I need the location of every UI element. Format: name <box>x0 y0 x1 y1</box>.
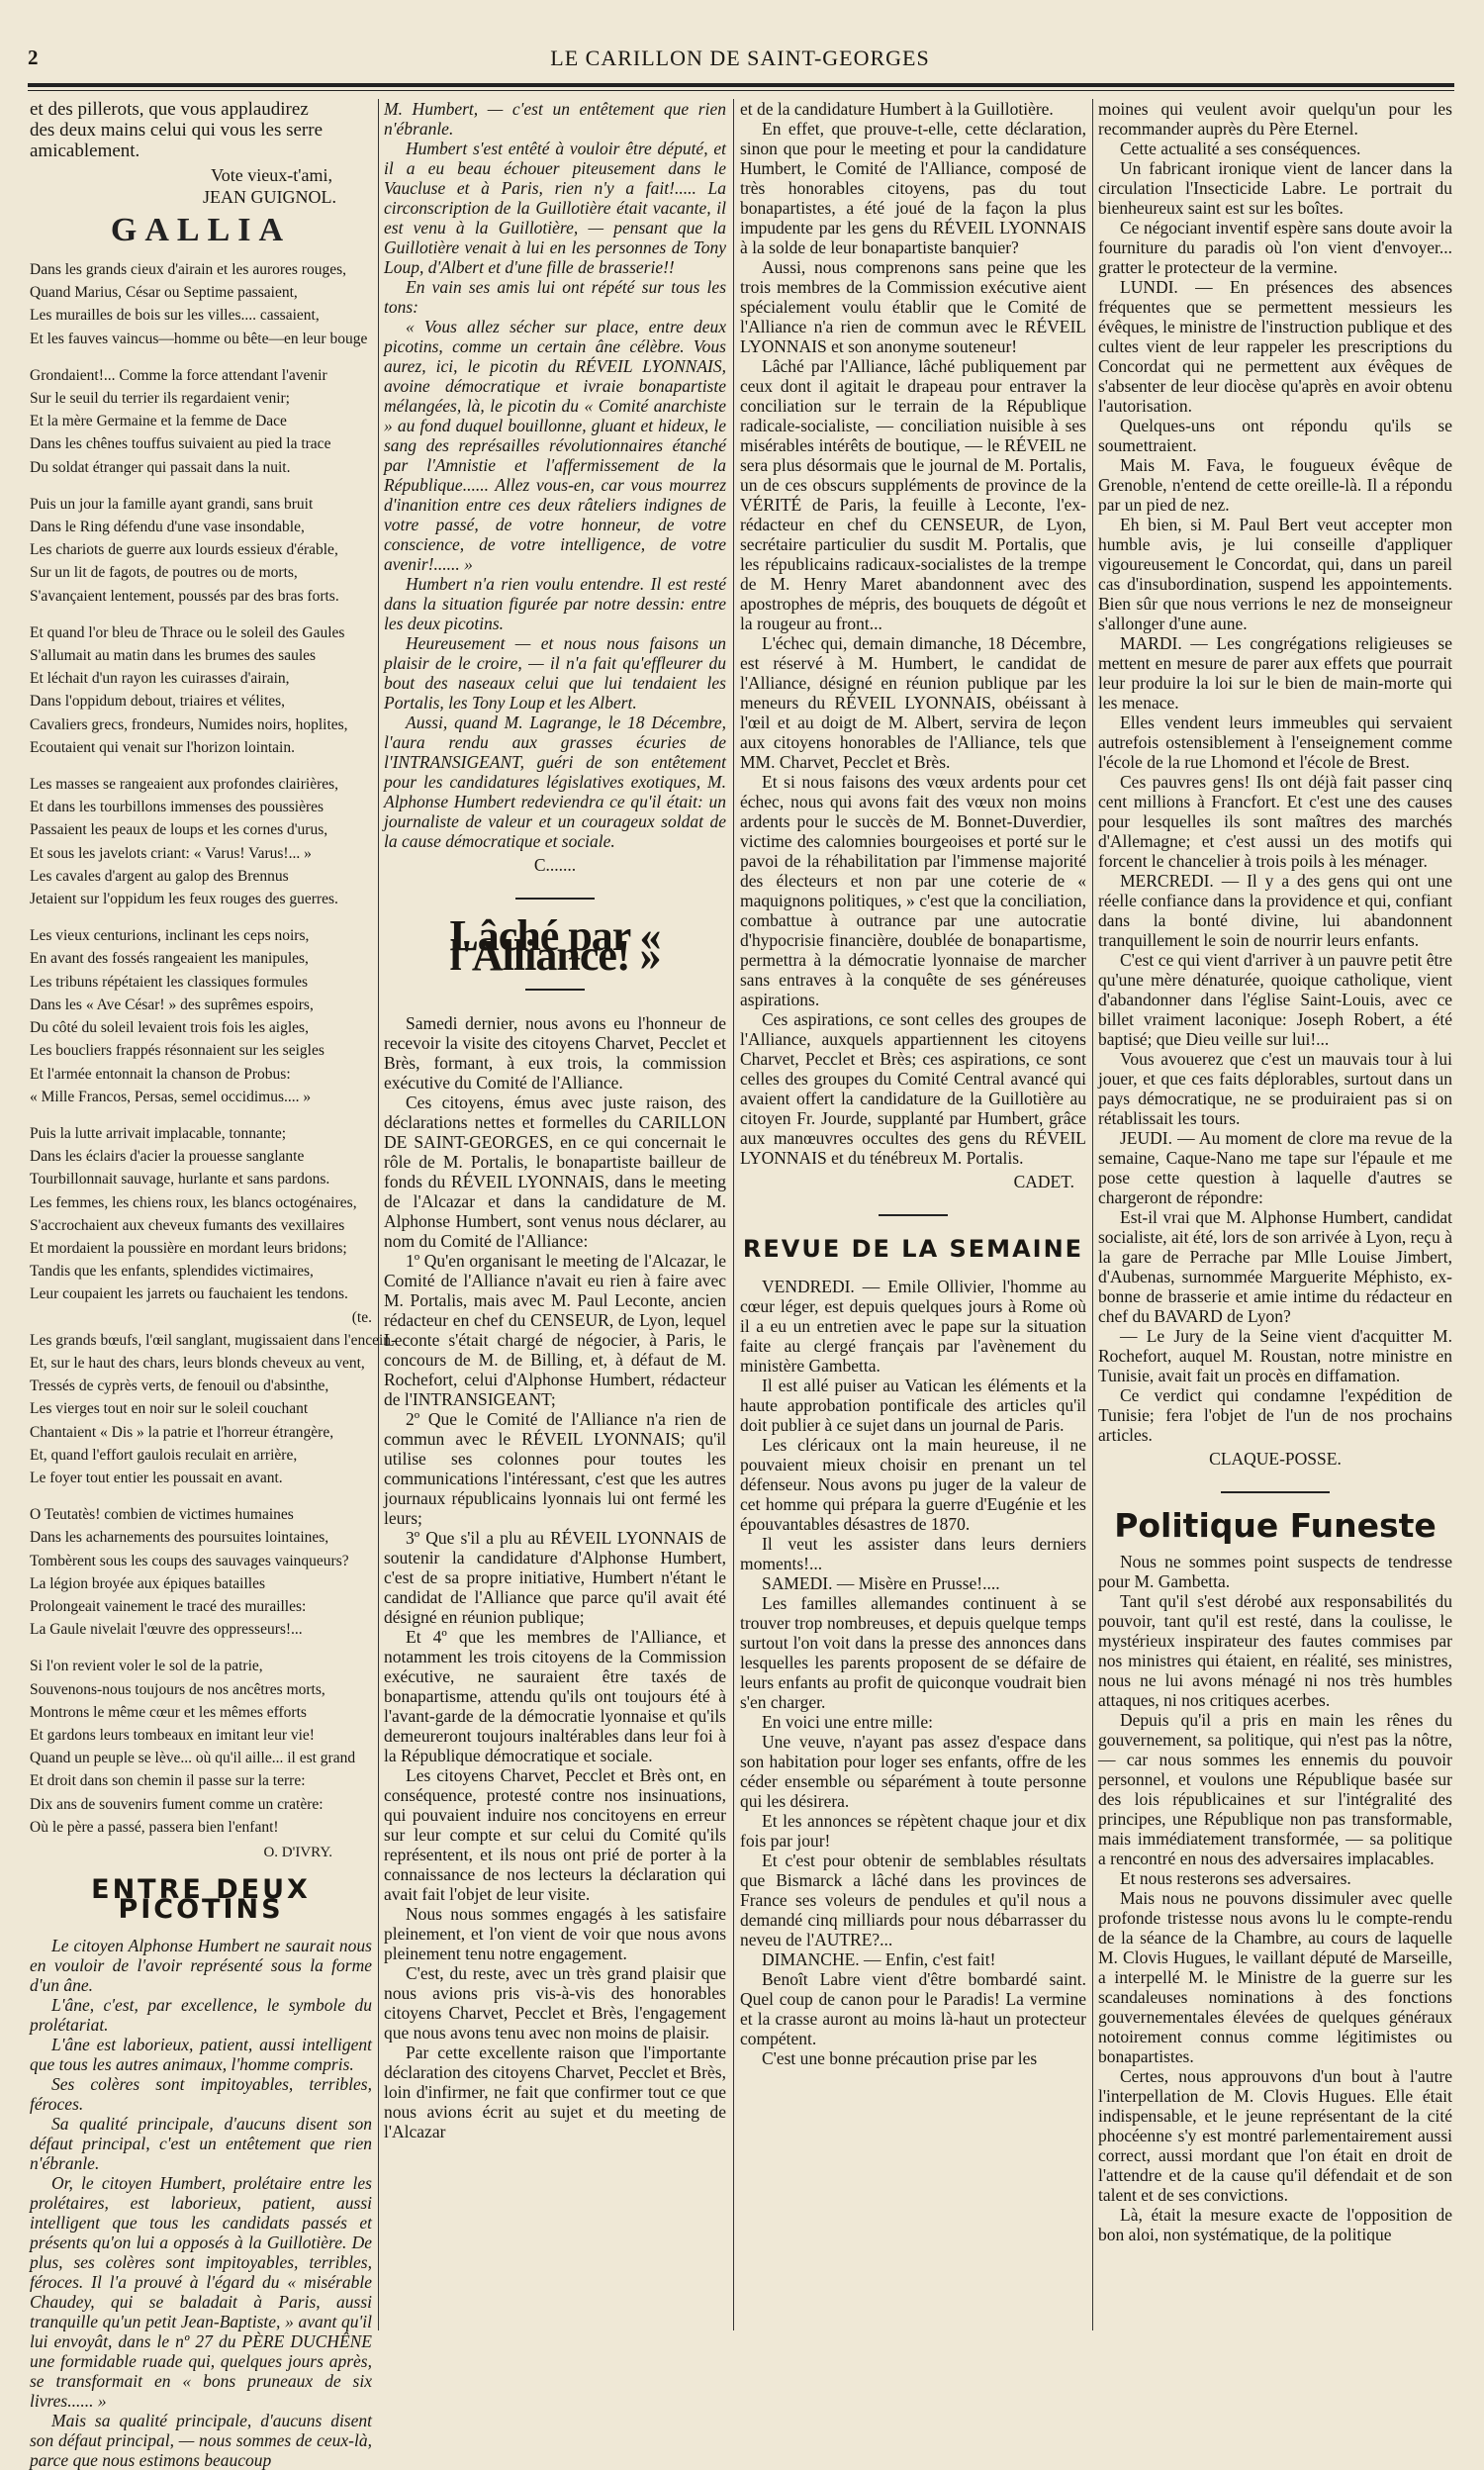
poem-line: Et l'armée entonnait la chanson de Probus: <box>30 1065 291 1083</box>
poem-line: Passaient les peaux de loups et les cornes d'urus, <box>30 821 328 839</box>
poem-line: Du soldat étranger qui passait dans la nuit. <box>30 458 291 476</box>
paragraph: Les cléricaux ont la main heureuse, il ne pouvaient mieux choisir en prenant un tel défenseur. Nous avons pu juger de la valeur de cet homme qui prépara la guerre d'Eugénie et les épouvantables désastres de 1870. <box>740 1435 1086 1534</box>
politique-article <box>1098 1552 1452 2244</box>
paragraph: Mais M. Fava, le fougueux évêque de Grenoble, n'entend de cette oreille-là. Il a répondu par un pied de nez. <box>1098 455 1452 515</box>
poem-line: Et gardons leurs tombeaux en imitant leur vie! <box>30 1726 315 1744</box>
column-3 <box>740 99 1086 2330</box>
column-1 <box>30 99 397 2470</box>
paragraph: Il est allé puiser au Vatican les éléments et la haute approbation pontificale des articles qu'il doit publier à ce sujet dans un journal de Paris. <box>740 1376 1086 1435</box>
poem-line: Dans les chênes touffus suivaient au pied la trace <box>30 435 331 453</box>
lache-article-continued <box>740 99 1086 1168</box>
paragraph: LUNDI. — En présences des absences fréquentes que se permettent messieurs les évêques, le ministre de l'instruction publique et des cultes vient de leur rappeler les prescriptions du Concordat qui ne permettent aux évêques de s'absenter de leur diocèse qu'après en avoir obtenu l'autorisation. <box>1098 277 1452 416</box>
paragraph: Nous ne sommes point suspects de tendresse pour M. Gambetta. <box>1098 1552 1452 1591</box>
signature: JEAN GUIGNOL. <box>203 187 336 207</box>
poem-line: Tourbillonnait sauvage, hurlante et sans pardons. <box>30 1171 330 1188</box>
revue-article <box>740 1277 1086 2068</box>
poem-line: Souvenons-nous toujours de nos ancêtres morts, <box>30 1680 325 1698</box>
poem-line: La Gaule nivelait l'œuvre des oppresseurs!... <box>30 1621 303 1639</box>
paragraph: C'est une bonne précaution prise par les <box>762 2048 1038 2068</box>
poem-signature: O. D'IVRY. <box>263 1845 332 1860</box>
poem-line: Chantaient « Dis » la patrie et l'horreur étrangère, <box>30 1423 334 1441</box>
paragraph: JEUDI. — Au moment de clore ma revue de la semaine, Caque-Nano me tape sur l'épaule et me pose cette question à laquelle d'autres se chargeront de répondre: <box>1098 1128 1452 1207</box>
poem-line: Et, quand l'effort gaulois reculait en arrière, <box>30 1446 298 1464</box>
paragraph: moines qui veulent avoir quelqu'un pour les recommander auprès du Père Eternel. <box>1098 99 1452 139</box>
paragraph: Sa qualité principale, d'aucuns disent son défaut principal, c'est un entêtement que rien n'ébranle. <box>30 2114 372 2173</box>
poem-line: Les boucliers frappés résonnaient sur les seigles <box>30 1042 325 1060</box>
paragraph: Les citoyens Charvet, Pecclet et Brès ont, en conséquence, protesté contre nos insinuations, qui pouvaient induire nos concitoyens en erreur sur leur compte et sur celui du Comité qu'ils représentent, et ils nous ont prié de porter à la connaissance de nos lecteurs la déclaration qui avait fait l'objet de leur visite. <box>384 1765 726 1904</box>
picotins-article <box>30 1936 372 2470</box>
paragraph: Humbert n'a rien voulu entendre. Il est resté dans la situation figurée par notre dessin: entre les deux picotins. <box>384 574 726 633</box>
paragraph: Or, le citoyen Humbert, prolétaire entre les prolétaires, est laborieux, patient, aussi intelligent que tous les candidats passés et présents qu'on lui a opposés à la Guillotière. De plus, ses colères sont impitoyables, terribles, féroces. Il l'a prouvé à l'égard du « misérable Chaudey, qui se baladait à Paris, aussi tranquille qu'un petit Jean-Baptiste, » avant qu'il lui envoyât, dans le nº 27 du PÈRE DUCHÊNE une formidable ruade qui, quelques jours après, se transformait en « bons pruneaux de six livres...... » <box>30 2173 372 2411</box>
poem-line: Prolongeait vainement le tracé des murailles: <box>30 1597 307 1615</box>
stanza-break <box>30 1108 372 1122</box>
page-number: 2 <box>28 46 39 69</box>
poem-line: Dans le Ring défendu d'une vase insondable, <box>30 519 305 536</box>
stanza-break <box>30 350 372 364</box>
poem-line: Dans les « Ave César! » des suprêmes espoirs, <box>30 996 314 1013</box>
column-divider <box>1092 99 1093 2330</box>
paragraph: Samedi dernier, nous avons eu l'honneur de recevoir la visite des citoyens Charvet, Pecclet et Brès, formant, à eux trois, la commission exécutive du Comité de l'Alliance. <box>384 1013 726 1092</box>
paragraph: MARDI. — Les congrégations religieuses se mettent en mesure de parer aux effets que pourrait leur produire la loi sur le bien de main-morte qui les menace. <box>1098 633 1452 712</box>
ornament-rule <box>1098 1482 1452 1502</box>
poem-line: Et dans les tourbillons immenses des poussières <box>30 799 325 816</box>
paragraph: C'est ce qui vient d'arriver à un pauvre petit être qu'une mère dénaturée, quoique catholique, vient d'abandonner dans l'église Saint-Louis, avec ce billet vraiment laconique: Joseph Robert, a été baptisé; que Dieu veille sur lui!... <box>1098 950 1452 1049</box>
politique-title: Politique Funeste <box>1114 1506 1437 1545</box>
paragraph: En effet, que prouve-t-elle, cette déclaration, sinon que pour le meeting et pour la candidature Humbert, le Comité de l'Alliance, composé de très honorables citoyens, pas du tout bonapartistes, a été joué de la façon la plus impudente par les gens du RÉVEIL LYONNAIS à la solde de leur bonapartiste banquier? <box>740 119 1086 257</box>
poem-line: Les masses se rangeaient aux profondes clairières, <box>30 776 339 794</box>
ornament-rule <box>740 1205 1086 1225</box>
paragraph: Et c'est pour obtenir de semblables résultats que Bismarck a lâché dans les provinces de France ses voleurs de pendules et qu'il nous a demandé cinq milliards pour nous débarrasser du neveu de l'AUTRE?... <box>740 1851 1086 1949</box>
poem-line: Les grands bœufs, l'œil sanglant, mugissaient dans l'encein- <box>30 1331 397 1349</box>
poem-line: Cavaliers grecs, frondeurs, Numides noirs, hoplites, <box>30 715 348 733</box>
paragraph: L'âne est laborieux, patient, aussi intelligent que tous les autres animaux, l'homme compris. <box>30 2035 372 2074</box>
poem-line: Dans l'oppidum debout, triaires et vélites, <box>30 693 286 711</box>
paragraph: Par cette excellente raison que l'importante déclaration des citoyens Charvet, Pecclet et Brès, loin d'infirmer, ne fait que confirmer tout ce que nous avions écrit au sujet et du meeting de l'Alcazar <box>384 2042 726 2141</box>
poem-line: Et droit dans son chemin il passe sur la terre: <box>30 1772 306 1790</box>
paragraph: Là, était la mesure exacte de l'opposition de bon aloi, non systématique, de la politique <box>1098 2205 1452 2244</box>
paragraph: Ce verdict qui condamne l'expédition de Tunisie; fera l'objet de l'un de nos prochains articles. <box>1098 1385 1452 1445</box>
poem-line: S'allumait au matin dans les brumes des saules <box>30 647 317 665</box>
paragraph: Certes, nous approuvons d'un bout à l'autre l'interpellation de M. Clovis Hugues. Elle était indispensable, et le jeune représentant de la cité phocéenne s'y est montré parlementairement aussi correct, aussi mordant que l'on était en droit de l'attendre et de la cause qu'il défendait et de son talent et de ses convictions. <box>1098 2066 1452 2205</box>
poem-line: Sur un lit de fagots, de poutres ou de morts, <box>30 564 298 582</box>
paragraph: Un fabricant ironique vient de lancer dans la circulation l'Insecticide Labre. Le portrait du bienheureux saint est sur les boîtes. <box>1098 158 1452 218</box>
poem-line: Les tribuns répétaient les classiques formules <box>30 973 309 991</box>
revue-title: REVUE DE LA SEMAINE <box>742 1235 1084 1263</box>
poem-line: Sur le seuil du terrier ils regardaient venir; <box>30 390 290 408</box>
paragraph: Tant qu'il s'est dérobé aux responsabilités du pouvoir, tant qu'il est resté, dans la coulisse, le mystérieux inspirateur des fautes commises par nos ministres qui étaient, en réalité, ses ministres, nous ne lui avons ménagé ni nos très humbles attaques, ni nos critiques acerbes. <box>1098 1591 1452 1710</box>
poem-line: Tandis que les enfants, splendides victimaires, <box>30 1263 314 1281</box>
paragraph: Aussi, quand M. Lagrange, le 18 Décembre, l'aura rendu aux grasses écuries de l'INTRANSIGEANT, guéri de son entêtement pour les candidatures législatives exotiques, M. Alphonse Humbert redeviendra ce qu'il était: un journaliste de valeur et un courageux soldat de la cause démocratique et sociale. <box>384 712 726 851</box>
paragraph: Cette actualité a ses conséquences. <box>1120 139 1361 158</box>
column-2 <box>384 99 726 2330</box>
poem-line: O Teutatès! combien de victimes humaines <box>30 1506 294 1524</box>
paragraph: Est-il vrai que M. Alphonse Humbert, candidat socialiste, ait été, lors de son arrivée à Lyon, reçu à la gare de Perrache par Mlle Louise Jimbert, d'Aubenas, surnommée Marguerite Méphisto, ex-bonne de brasserie et amie intime du rédacteur en chef du BAVARD de Lyon? <box>1098 1207 1452 1326</box>
paragraph: Aussi, nous comprenons sans peine que les trois membres de la Commission exécutive aient spécialement voulu établir que le Comité de l'Alliance n'a rien de commun avec le RÉVEIL LYONNAIS et son anonyme souteneur! <box>740 257 1086 356</box>
paragraph: Ces aspirations, ce sont celles des groupes de l'Alliance, auxquels appartiennent les citoyens Charvet, Pecclet et Brès; ces aspirations, ce sont celles des groupes du Comité Central avancé qui avaient offert la candidature de la Guillotière au citoyen Fr. Jourde, supplanté par Humbert, grâce aux manœuvres occultes des gens du RÉVEIL LYONNAIS et du ténébreux M. Portalis. <box>740 1009 1086 1168</box>
poem-line: Si l'on revient voler le sol de la patrie, <box>30 1658 263 1675</box>
paragraph: Vous avouerez que c'est un mauvais tour à lui jouer, et que ces faits déplorables, surtout dans un pays démocratique, ne se produiraient pas si on rétablissait les tours. <box>1098 1049 1452 1128</box>
gallia-title: GALLIA <box>110 212 292 248</box>
poem-line: Leur coupaient les jarrets ou fauchaient les tendons. <box>30 1285 348 1303</box>
poem-line: La légion broyée aux épiques batailles <box>30 1574 266 1592</box>
paragraph: Mais sa qualité principale, d'aucuns disent son défaut principal, — nous sommes de ceux-là, parce que nous estimons beaucoup <box>30 2411 372 2470</box>
poem-line: Tombèrent sous les coups des sauvages vainqueurs? <box>30 1552 349 1569</box>
poem-line: Et quand l'or bleu de Thrace ou le soleil des Gaules <box>30 623 345 641</box>
paragraph: Heureusement — et nous nous faisons un plaisir de le croire, — il n'a fait qu'effleurer du bout des naseaux celui que lui tendaient les Portalis, les Tony Loup et les Albert. <box>384 633 726 712</box>
paragraph: VENDREDI. — Emile Ollivier, l'homme au cœur léger, est depuis quelques jours à Rome où il a eu un entretien avec le pape sur la situation faite au clergé français par l'avènement du ministère Gambetta. <box>740 1277 1086 1376</box>
paragraph: 3º Que s'il a plu au RÉVEIL LYONNAIS de soutenir la candidature d'Alphonse Humbert, c'est de sa propre initiative, Humbert n'étant le candidat de l'Alliance que parce qu'il avait été désigné en réunion publique; <box>384 1528 726 1627</box>
paragraph: SAMEDI. — Misère en Prusse!.... <box>762 1573 1000 1593</box>
paragraph: En vain ses amis lui ont répété sur tous les tons: <box>384 277 726 317</box>
paragraph: Et si nous faisons des vœux ardents pour cet échec, nous qui avons fait des vœux non moins ardents pour le succès de M. Bonnet-Duverdier, victime des calomnies bourgeoises et porté sur le pavoi de la réhabilitation par l'immense majorité des électeurs et non par une coterie de « maquignons politiques, » c'est que la conciliation, combattue à outrance par une autocratie d'hypocrisie financière, doublée de bonapartisme, permettra à la démocratie lyonnaise de marcher sans entraves à la conquête de ses généreuses aspirations. <box>740 772 1086 1009</box>
text-line: des deux mains celui qui vous les serre <box>30 120 324 141</box>
poem-line: Dans les éclairs d'acier la prouesse sanglante <box>30 1148 305 1166</box>
poem-line: Les vieux centurions, inclinant les ceps noirs, <box>30 927 310 945</box>
paragraph: L'âne, c'est, par excellence, le symbole du prolétariat. <box>30 1995 372 2035</box>
paragraph: Eh bien, si M. Paul Bert veut accepter mon humble avis, je lui conseille d'appliquer vigoureusement le Concordat, qui, dans un pareil cas d'insubordination, suspend les appointements. Bien sûr que nous verrions le nez de monseigneur s'allonger d'une aune. <box>1098 515 1452 633</box>
stanza-break <box>30 608 372 621</box>
poem-line: Grondaient!... Comme la force attendant l'avenir <box>30 366 327 384</box>
poem-line: Quand un peuple se lève... où qu'il aille... il est grand <box>30 1750 356 1767</box>
poem-line: S'avançaient lentement, poussés par des bras forts. <box>30 587 339 605</box>
paragraph: — Le Jury de la Seine vient d'acquitter M. Rochefort, auquel M. Roustan, notre ministre en Tunisie, avait fait un procès en diffamation. <box>1098 1326 1452 1385</box>
signoff: Vote vieux-t'ami, <box>211 165 332 185</box>
poem-line: Dans les acharnements des poursuites lointaines, <box>30 1529 329 1547</box>
poem-line: En avant des fossés rangeaient les manipules, <box>30 950 309 968</box>
poem-line: Dix ans de souvenirs fument comme un cratère: <box>30 1795 324 1813</box>
column-divider <box>733 99 734 2330</box>
paragraph: Lâché par l'Alliance, lâché publiquement par ceux dont il agitait le drapeau pour entraver la conciliation sur le terrain de la République radicale-socialiste, — conciliation nuisible à ses misérables intérêts de boutique, — le RÉVEIL ne sera plus désormais que le journal de M. Portalis, un de ces obscurs suppléments de province de la VÉRITÉ de Paris, la feuille à Leconte, l'ex-rédacteur en chef du CENSEUR, de Lyon, secrétaire particulier du susdit M. Portalis, que les républicains radicaux-socialistes de la trempe de M. Henry Maret abandonnent avec des apostrophes de mépris, des bouquets de dégoût et la rougeur au front... <box>740 356 1086 633</box>
paragraph: Elles vendent leurs immeubles qui servaient autrefois ostensiblement à l'enseignement comme l'école de la rue Lhomond et l'école de Brest. <box>1098 712 1452 772</box>
paragraph: Les familles allemandes continuent à se trouver trop nombreuses, et depuis quelque temps surtout l'on voit dans la presse des annonces dans lesquelles les parents proposent de se défaire de leurs enfants au profit de quiconque voudrait bien s'en charger. <box>740 1593 1086 1712</box>
poem-line: Le foyer tout entier les poussait en avant. <box>30 1469 283 1486</box>
paragraph: Mais nous ne pouvons dissimuler avec quelle profonde tristesse nous avons lu le compte-rendu de la séance de la Chambre, au cours de laquelle M. Clovis Hugues, le vaillant député de Marseille, a interpellé M. le Ministre de la guerre sur les scandaleuses nominations à des fonctions gouvernementales élevées de quelques généraux notoirement connus comme légitimistes ou bonapartistes. <box>1098 1888 1452 2066</box>
paragraph: Le citoyen Alphonse Humbert ne saurait nous en vouloir de l'avoir représenté sous la forme d'un âne. <box>30 1936 372 1995</box>
column-divider <box>378 99 379 2330</box>
paragraph: Il veut les assister dans leurs derniers moments!... <box>740 1534 1086 1573</box>
text-line: amicablement. <box>30 141 140 161</box>
lache-title: Lâché par « l'Alliance! » <box>449 911 661 980</box>
header-rule <box>28 83 1454 87</box>
text-line: et des pillerots, que vous applaudirez <box>30 99 309 120</box>
poem-line: « Mille Francos, Persas, semel occidimus.... » <box>30 1088 312 1105</box>
paragraph: DIMANCHE. — Enfin, c'est fait! <box>762 1949 996 1969</box>
stanza-break <box>30 1641 372 1655</box>
poem-line: Et sous les javelots criant: « Varus! Varus!... » <box>30 844 312 862</box>
paragraph: Une veuve, n'ayant pas assez d'espace dans son habitation pour loger ses enfants, offre de les céder ensemble ou séparément à toute personne qui les désirera. <box>740 1732 1086 1811</box>
paragraph: C'est, du reste, avec un très grand plaisir que nous avions pris vis-à-vis des honorables citoyens Charvet, Pecclet et Brès, l'engagement que nous avons tenu avec non moins de plaisir. <box>384 1963 726 2042</box>
poem-line: Jetaient sur l'oppidum les feux rouges des guerres. <box>30 891 338 908</box>
poem-line: Du côté du soleil levaient trois fois les aigles, <box>30 1019 309 1037</box>
poem-line: Ecoutaient qui venait sur l'horizon lointain. <box>30 738 295 756</box>
paragraph: Benoît Labre vient d'être bombardé saint. Quel coup de canon pour le Paradis! La vermine et la crasse auront au moins là-haut un protecteur compétent. <box>740 1969 1086 2048</box>
poem-line: (te. <box>351 1308 372 1326</box>
paragraph: Et les annonces se répètent chaque jour et dix fois par jour! <box>740 1811 1086 1851</box>
intro-text <box>30 99 372 161</box>
poem-line: Les chariots de guerre aux lourds essieux d'érable, <box>30 541 338 559</box>
poem-line: Puis un jour la famille ayant grandi, sans bruit <box>30 495 314 513</box>
lache-article <box>384 1013 726 2141</box>
column-4 <box>1098 99 1452 2330</box>
poem-line: Et, sur le haut des chars, leurs blonds cheveux au vent, <box>30 1354 365 1372</box>
poem-line: Et léchait d'un rayon les cuirasses d'airain, <box>30 670 290 688</box>
paragraph: Et nous resterons ses adversaires. <box>1120 1868 1351 1888</box>
paragraph: Humbert s'est entêté à vouloir être député, et il a eu beau échouer piteusement dans le Vaucluse et à Paris, rien n'y a fait!..... La circonscription de la Guillotière était vacante, il est venu à la Guillotière, — pensant que la Guillotière venait à lui en les personnes de Tony Loup, d'Albert et d'une fille de brasserie!! <box>384 139 726 277</box>
stanza-break <box>30 479 372 493</box>
paragraph: Ces citoyens, émus avec juste raison, des déclarations nettes et formelles du CARILLON DE SAINT-GEORGES, en ce qui concernait le rôle de M. Portalis, le bonapartiste bailleur de fonds du RÉVEIL LYONNAIS, dans le meeting de l'Alcazar et dans la candidature de M. Alphonse Humbert, sont venus nous déclarer, au nom du Comité de l'Alliance: <box>384 1092 726 1251</box>
page-header <box>28 38 1452 77</box>
poem-line: Quand Marius, César ou Septime passaient, <box>30 284 298 302</box>
poem-line: Dans les grands cieux d'airain et les aurores rouges, <box>30 261 347 278</box>
picotins-title: ENTRE DEUX PICOTINS <box>91 1874 311 1925</box>
paragraph: Ce négociant inventif espère sans doute avoir la fourniture du paradis où l'on vient d'envoyer... gratter le protecteur de la vermine. <box>1098 218 1452 277</box>
picotins-signature: C....... <box>533 855 577 875</box>
header-rule-thin <box>28 90 1454 91</box>
stanza-break <box>30 759 372 773</box>
gallia-poem <box>30 258 397 1839</box>
paragraph: Ces pauvres gens! Ils ont déjà fait passer cinq cent millions à Francfort. Et c'est une des causes pour lesquelles ils sont maîtres des marchés d'Allemagne; et c'est aussi un des motifs qui forcent le chancelier à trois poils à les ménager. <box>1098 772 1452 871</box>
poem-line: Tressés de cyprès verts, de fenouil ou d'absinthe, <box>30 1378 329 1395</box>
poem-line: Et les fauves vaincus—homme ou bête—en leur bouge <box>30 330 368 347</box>
poem-line: S'accrochaient aux cheveux fumants des vexillaires <box>30 1216 345 1234</box>
paragraph: Quelques-uns ont répondu qu'ils se soumettraient. <box>1098 416 1452 455</box>
poem-line: Puis la lutte arrivait implacable, tonnante; <box>30 1124 287 1142</box>
ornament-rule <box>384 889 726 908</box>
paragraph: 1º Qu'en organisant le meeting de l'Alcazar, le Comité de l'Alliance n'avait eu rien à faire avec M. Portalis, mais avec M. Paul Leconte, ancien rédacteur en chef du CENSEUR, de Lyon, lequel Leconte s'était chargé de négocier, à Paris, le concours de M. de Billing, et, à défaut de M. Rochefort, celui d'Alphonse Humbert, rédacteur de l'INTRANSIGEANT; <box>384 1251 726 1409</box>
revue-signature: CLAQUE-POSSE. <box>1209 1449 1342 1469</box>
paragraph: L'échec qui, demain dimanche, 18 Décembre, est réservé à M. Humbert, le candidat de l'Alliance, désigné en réunion publique par les meneurs du RÉVEIL LYONNAIS, obéissant à l'œil et au doigt de M. Albert, servira de leçon aux citoyens honorables de l'Alliance, tels que MM. Charvet, Pecclet et Brès. <box>740 633 1086 772</box>
poem-line: Où le père a passé, passera bien l'enfant! <box>30 1818 279 1836</box>
paragraph: Depuis qu'il a pris en main les rênes du gouvernement, sa politique, qui n'est pas la nôtre, — car nous sommes les ennemis du pouvoir personnel, et voulons une République basée sur des lois républicaines et sur l'intégralité des principes, une République non pas transformable, mais immédiatement transformée, — sa politique a rencontré en nous des adversaires implacables. <box>1098 1710 1452 1868</box>
paragraph: MERCREDI. — Il y a des gens qui ont une réelle confiance dans la providence et qui, confiant dans la bonté divine, lui abandonnent tranquillement le soin de nourrir leurs enfants. <box>1098 871 1452 950</box>
paragraph: M. Humbert, — c'est un entêtement que rien n'ébranle. <box>384 99 726 139</box>
paragraph: Ses colères sont impitoyables, terribles, féroces. <box>30 2074 372 2114</box>
picotins-article-continued <box>384 99 726 851</box>
poem-line: Et mordaient la poussière en mordant leurs bridons; <box>30 1239 347 1257</box>
paragraph: 2º Que le Comité de l'Alliance n'a rien de commun avec le RÉVEIL LYONNAIS; qu'il utilise ses colonnes pour toutes les communications l'intéressant, c'est que les autres journaux républicains lyonnais lui ont fermé les leurs; <box>384 1409 726 1528</box>
poem-line: Les vierges tout en noir sur le soleil couchant <box>30 1400 309 1418</box>
paragraph: « Vous allez sécher sur place, entre deux picotins, comme un certain âne célèbre. Vous aurez, ici, le picotin du RÉVEIL LYONNAIS, avoine démocratique et ivraie bonapartiste mélangées, là, le picotin du « Comité anarchiste » au fond duquel bouillonne, gluant et hideux, le sang des représailles révolutionnaires étanché par l'Amnistie et l'affermissement de la République...... Allez vous-en, car vous mourrez d'inanition entre ces deux râteliers indignes de votre passé, de votre honneur, de votre conscience, de votre intelligence, de votre avenir!...... » <box>384 317 726 574</box>
paragraph: Nous nous sommes engagés à les satisfaire pleinement, et l'on vient de voir que nous avons pleinement tenu notre engagement. <box>384 1904 726 1963</box>
masthead: LE CARILLON DE SAINT-GEORGES <box>550 46 930 70</box>
revue-article-continued <box>1098 99 1452 1445</box>
poem-line: Les cavales d'argent au galop des Brennus <box>30 867 289 885</box>
poem-line: Montrons le même cœur et les mêmes efforts <box>30 1703 307 1721</box>
poem-line: Les femmes, les chiens roux, les blancs octogénaires, <box>30 1193 357 1211</box>
ornament-rule <box>384 980 726 999</box>
paragraph: Et 4º que les membres de l'Alliance, et notamment les trois citoyens de la Commission exécutive, ne sauraient être taxés de bonapartisme, attendu qu'ils ont toujours été à l'avant-garde de la démocratie lyonnaise et qu'ils demeureront toujours inaltérables dans leur foi à la République démocratique et sociale. <box>384 1627 726 1765</box>
paragraph: En voici une entre mille: <box>762 1712 934 1732</box>
stanza-break <box>30 910 372 924</box>
lache-signature: CADET. <box>1013 1172 1074 1191</box>
poem-line: Et la mère Germaine et la femme de Dace <box>30 413 287 430</box>
paragraph: et de la candidature Humbert à la Guillotière. <box>740 99 1054 119</box>
stanza-break <box>30 1489 372 1503</box>
poem-line: Les murailles de bois sur les villes.... cassaient, <box>30 307 320 325</box>
